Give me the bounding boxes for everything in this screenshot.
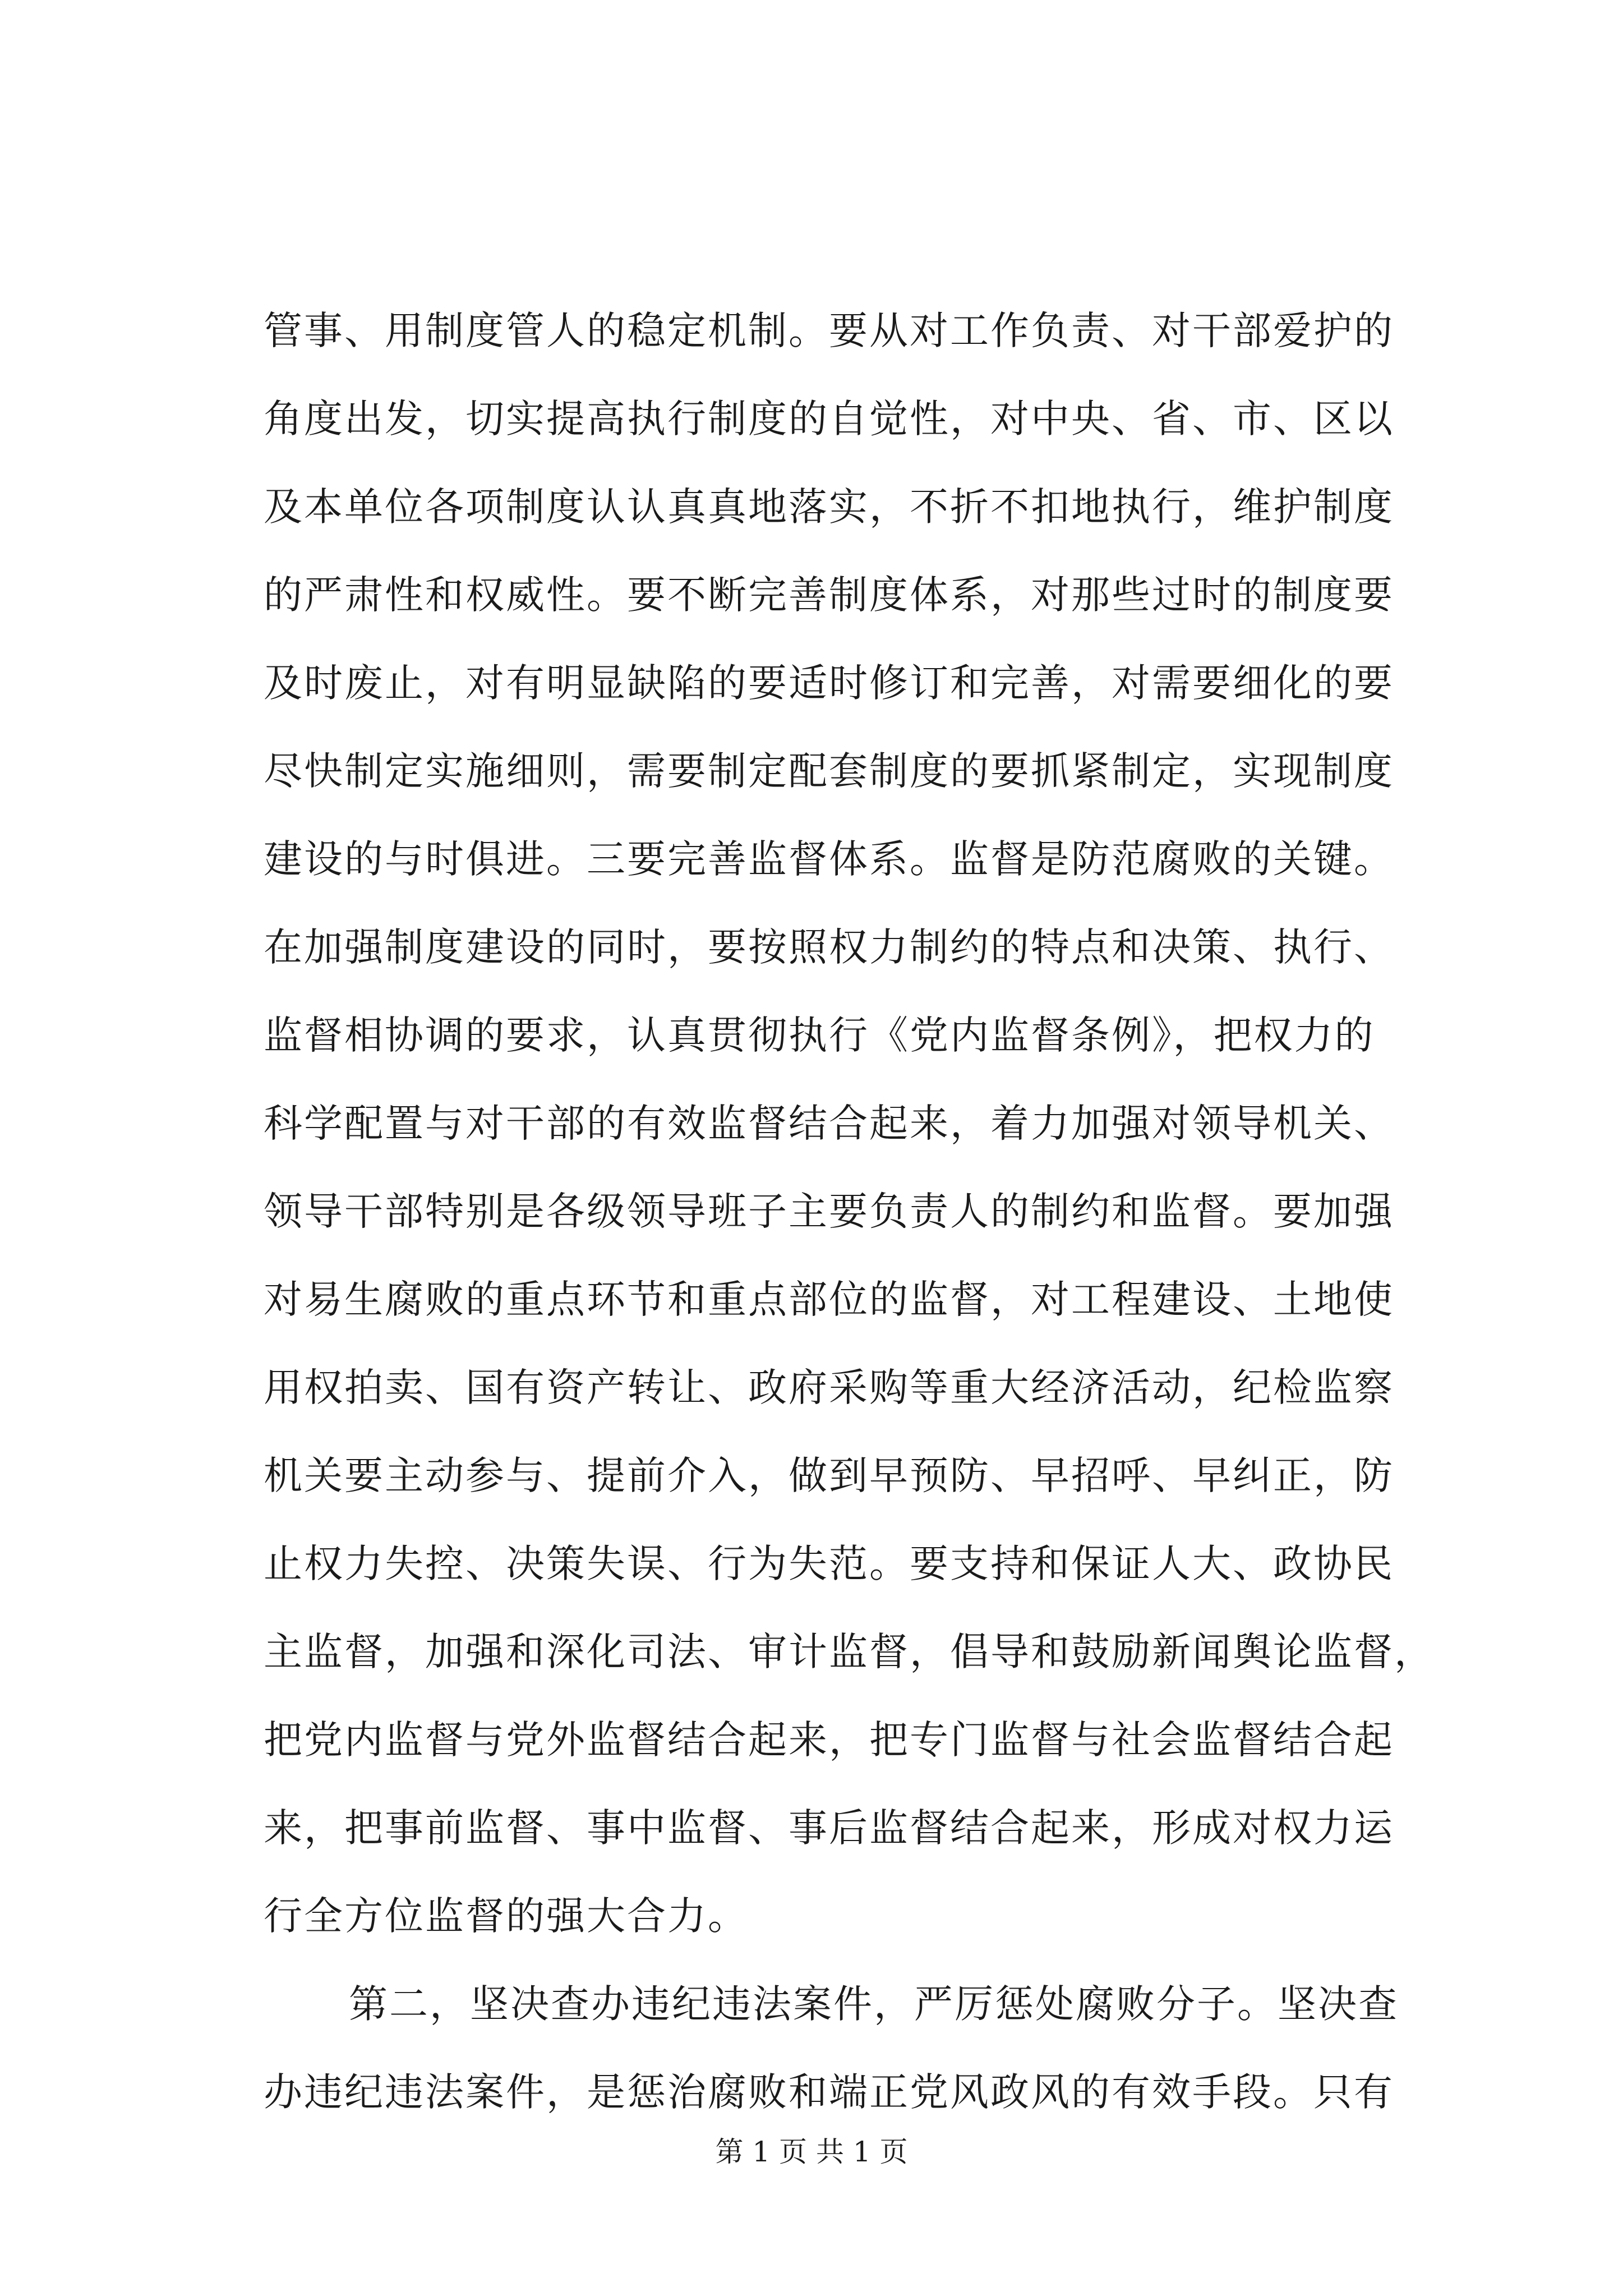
text-line: 科学配置与对干部的有效监督结合起来，着力加强对领导机关、 [264,1101,1394,1146]
text-line: 主监督，加强和深化司法、审计监督，倡导和鼓励新闻舆论监督， [264,1630,1435,1674]
page-footer: 第 1 页 共 1 页 [715,2136,908,2168]
text-line: 角度出发，切实提高执行制度的自觉性，对中央、省、市、区以 [264,397,1394,441]
text-line: 行全方位监督的强大合力。 [264,1894,748,1939]
text-line: 在加强制度建设的同时，要按照权力制约的特点和决策、执行、 [264,925,1394,970]
text-line: 办违纪违法案件，是惩治腐败和端正党风政风的有效手段。只有 [264,2070,1394,2115]
text-line: 来，把事前监督、事中监督、事后监督结合起来，形成对权力运 [264,1806,1394,1851]
text-line: 止权力失控、决策失误、行为失范。要支持和保证人大、政协民 [264,1542,1394,1586]
text-line: 机关要主动参与、提前介入，做到早预防、早招呼、早纠正，防 [264,1453,1394,1498]
text-line: 对易生腐败的重点环节和重点部位的监督，对工程建设、土地使 [264,1277,1394,1322]
text-line: 把党内监督与党外监督结合起来，把专门监督与社会监督结合起 [264,1718,1394,1763]
text-line: 管事、用制度管人的稳定机制。要从对工作负责、对干部爱护的 [264,309,1394,353]
body-text [264,287,1435,2137]
text-line: 建设的与时俱进。三要完善监督体系。监督是防范腐败的关键。 [264,837,1394,882]
text-line: 及时废止，对有明显缺陷的要适时修订和完善，对需要细化的要 [264,661,1394,706]
text-line: 的严肃性和权威性。要不断完善制度体系，对那些过时的制度要 [264,573,1394,618]
text-line: 及本单位各项制度认认真真地落实，不折不扣地执行，维护制度 [264,485,1394,530]
text-line: 用权拍卖、国有资产转让、政府采购等重大经济活动，纪检监察 [264,1365,1394,1410]
text-line: 监督相协调的要求，认真贯彻执行《党内监督条例》，把权力的 [264,1013,1375,1058]
text-line: 领导干部特别是各级领导班子主要负责人的制约和监督。要加强 [264,1189,1394,1234]
text-line: 尽快制定实施细则，需要制定配套制度的要抓紧制定，实现制度 [264,749,1394,794]
paragraph-start-line: 第二，坚决查办违纪违法案件，严厉惩处腐败分子。坚决查 [349,1982,1399,2027]
